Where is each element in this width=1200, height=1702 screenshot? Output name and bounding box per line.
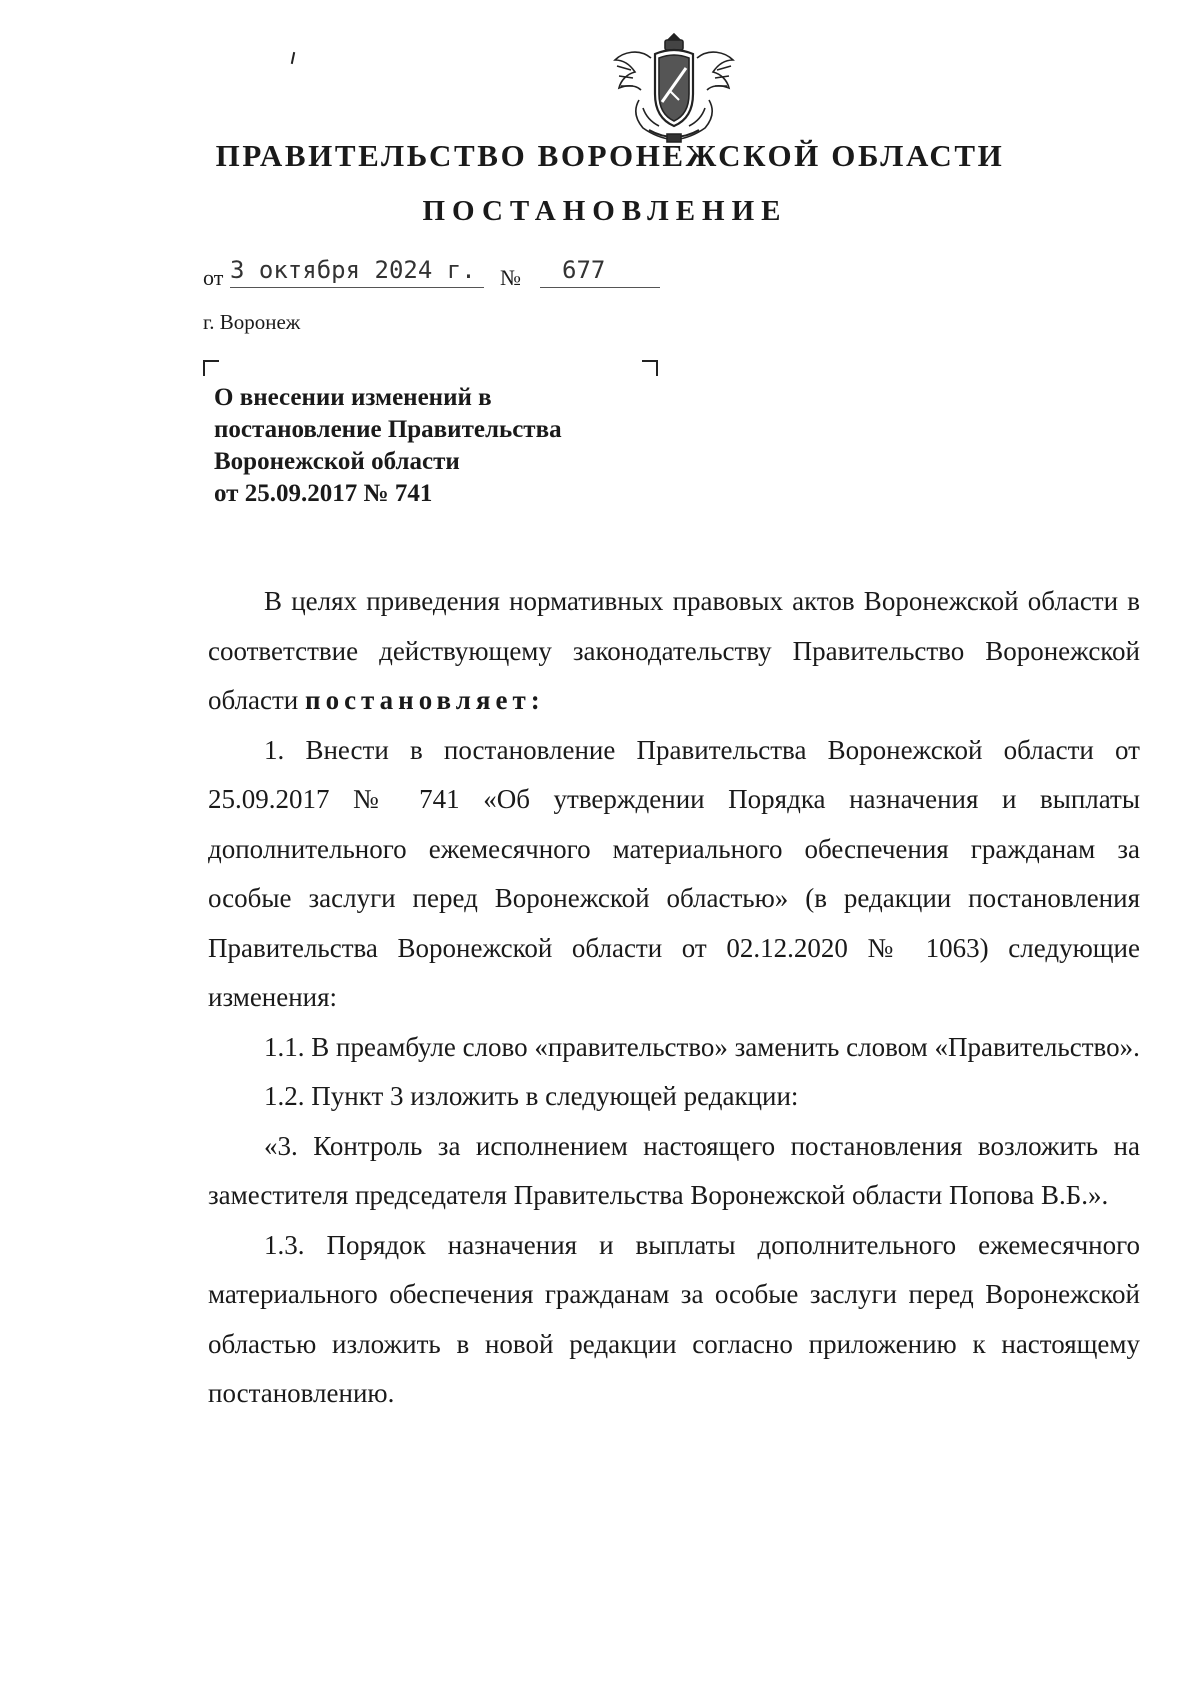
paragraph-1-2-quote: «3. Контроль за исполнением настоящего постановления возложить на заместителя председателя Правительства Воронежской области Попова В.Б.». [208, 1130, 1140, 1210]
preamble-action: постановляет: [305, 685, 545, 715]
document-city: г. Воронеж [203, 310, 301, 334]
paragraph-1-2: 1.2. Пункт 3 изложить в следующей редакции: [264, 1081, 799, 1111]
document-body [208, 577, 1140, 1419]
document-date: 3 октября 2024 г. [230, 256, 484, 288]
subject-line: постановление Правительства [214, 416, 562, 443]
coat-of-arms-icon [609, 30, 739, 146]
preamble-paragraph [208, 577, 1140, 726]
document-type: ПОСТАНОВЛЕНИЕ [422, 195, 788, 227]
government-title: ПРАВИТЕЛЬСТВО ВОРОНЕЖСКОЙ ОБЛАСТИ [215, 138, 1005, 173]
subject-line: Воронежской области [214, 448, 460, 475]
paragraph-1-1: 1.1. В преамбуле слово «правительство» заменить словом «Правительство». [264, 1031, 1140, 1062]
subject-line: от 25.09.2017 № 741 [214, 480, 433, 507]
date-prefix: от [203, 265, 224, 290]
subject-bracket-left [203, 360, 219, 376]
preamble-text: В целях приведения нормативных правовых актов Воронежской области в соответствие действующему законодательству Правительство Воронежской области [208, 586, 1140, 715]
document-number: 677 [540, 256, 660, 288]
number-label: № [500, 265, 521, 290]
paragraph-1-3: 1.3. Порядок назначения и выплаты дополнительного ежемесячного материального обеспечения гражданам за особые заслуги перед Воронежской областью изложить в новой редакции согласно приложению к настоящему постановлению. [208, 1229, 1140, 1408]
subject-line: О внесении изменений в [214, 384, 492, 411]
paragraph-1: 1. Внести в постановление Правительства Воронежской области от 25.09.2017 № 741 «Об утверждении Порядка назначения и выплаты дополнительного ежемесячного материального обеспечения гражданам за особые заслуги перед Воронежской областью» (в редакции постановления Правительства Воронежской области от 02.12.2020 № 1063) следующие изменения: [208, 734, 1140, 1012]
subject-bracket-right [642, 360, 658, 376]
document-subject [214, 382, 562, 510]
scan-mark [291, 52, 295, 64]
